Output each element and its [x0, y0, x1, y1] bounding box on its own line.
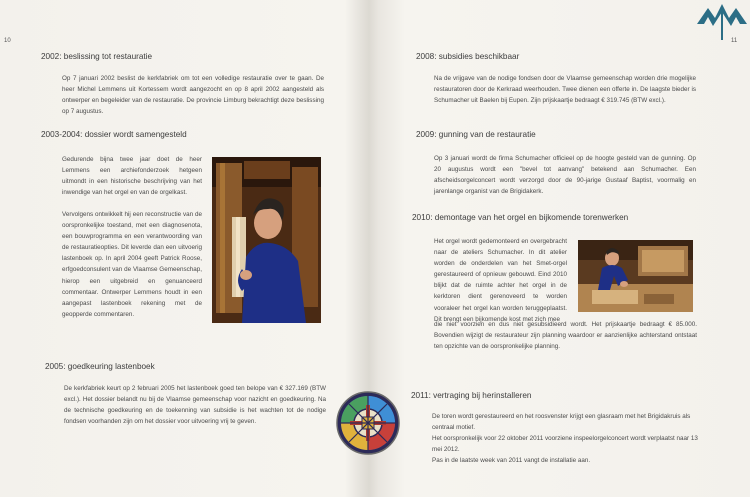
- section-heading-2009: 2009: gunning van de restauratie: [416, 130, 536, 139]
- section-text-2011-a: De toren wordt gerestaureerd en het roosvenster krijgt een glasraam met het Brigidakruis als centraal motief.: [432, 413, 691, 432]
- section-text-2008: Na de vrijgave van de nodige fondsen door de Vlaamse gemeenschap worden drie mogelijke restauratoren door de Kerkraad weerhouden. Twee dienen een offerte in. De laagste bieder is Schumacher uit Baelen bij Eupen. Zijn prijskaartje bedraagt € 319.745 (BTW excl.).: [434, 75, 696, 105]
- section-heading-2011: 2011: vertraging bij herinstalleren: [411, 391, 532, 400]
- section-text-2010-a: Het orgel wordt gedemonteerd en overgebracht naar de ateliers Schumacher. In dit atelier worden de onderdelen van het Smet-orgel gerestaureerd of opnieuw gebouwd. Eind 2010 blijkt dat de ruimte achter het orgel in de kerktoren dient gerenoveerd te worden vooraleer het orgel kan worden teruggeplaatst. Dit brengt een bijkomende kost met zich mee: [434, 238, 567, 323]
- section-heading-2008: 2008: subsidies beschikbaar: [416, 52, 520, 61]
- organ-logo-icon: [695, 0, 750, 42]
- section-heading-2002: 2002: beslissing tot restauratie: [41, 52, 153, 61]
- section-text-2005: De kerkfabriek keurt op 2 februari 2005 het lastenboek goed ten belope van € 327.169 (BTW excl.). Het dossier belandt nu bij de Vlaamse gemeenschap voor nazicht en goedkeuring. Na de technische goedkeuring en de toekenning van subsidie is het wachten tot de nodige fondsen voorhanden zijn om het dossier voor uitvoering vrij te geven.: [64, 385, 326, 426]
- section-text-2011-b: Het oorspronkelijk voor 22 oktober 2011 voorziene inspeelorgelconcert wordt verplaatst naar 13 mei 2012.: [432, 435, 698, 454]
- section-heading-2005: 2005: goedkeuring lastenboek: [45, 362, 155, 371]
- workshop-photo: [578, 240, 693, 312]
- section-text-2010-b: die niet voorzien en dus niet gesubsidieerd wordt. Het prijskaartje bedraagt € 85.000. Bovendien wijzigt de restaurateur zijn planning waardoor er aanzienlijke achterstand ontstaat ten opzichte van de oorspronkelijke planning.: [434, 321, 697, 351]
- section-text-2002: Op 7 januari 2002 beslist de kerkfabriek om tot een volledige restauratie over te gaan. De heer Michel Lemmens uit Kortessem wordt aangezocht en op 8 april 2002 aangesteld als ontwerper en begeleider van de restauratie. De provincie Limburg bekrachtigt deze beslissing op 7 augustus.: [62, 75, 324, 116]
- section-text-2003-2004-b: Vervolgens ontwikkelt hij een reconstructie van de oorspronkelijke toestand, met een diagnosenota, een bouwprogramma en een verantwoording van de restauratieopties. Dit leverde dan een uitvoerig lastenboek op. In april 2004 geeft Patrick Roose, erfgoedconsulent van de Vlaamse Gemeenschap, hierop een uitgebreid en genuanceerd commentaar. Ontwerper Lemmens houdt in een aangepast lastenboek rekening met de geopperde commentaren.: [62, 211, 202, 318]
- organ-builder-photo: [212, 157, 321, 323]
- rose-window-image: [335, 385, 401, 462]
- section-heading-2010: 2010: demontage van het orgel en bijkomende torenwerken: [412, 213, 629, 222]
- page-number-right: 11: [731, 38, 738, 44]
- section-text-2009: Op 3 januari wordt de firma Schumacher officieel op de hoogte gesteld van de gunning. Op 20 augustus wordt een "bevel tot aanvang" betekend aan Schumacher. Een afscheidsorgelconcert wordt verzorgd door de 90-jarige Gustaaf Baptist, voormalig en jarenlange organist van de Brigidakerk.: [434, 155, 696, 196]
- section-text-2003-2004-a: Gedurende bijna twee jaar doet de heer Lemmens een archiefonderzoek hetgeen uitmondt in een historische beschrijving van het inwendige van het orgel en van de orgelkast.: [62, 156, 202, 197]
- section-heading-2003-2004: 2003-2004: dossier wordt samengesteld: [41, 130, 187, 139]
- section-text-2011-c: Pas in de laatste week van 2011 vangt de installatie aan.: [432, 457, 591, 464]
- page-number-left: 10: [4, 38, 11, 44]
